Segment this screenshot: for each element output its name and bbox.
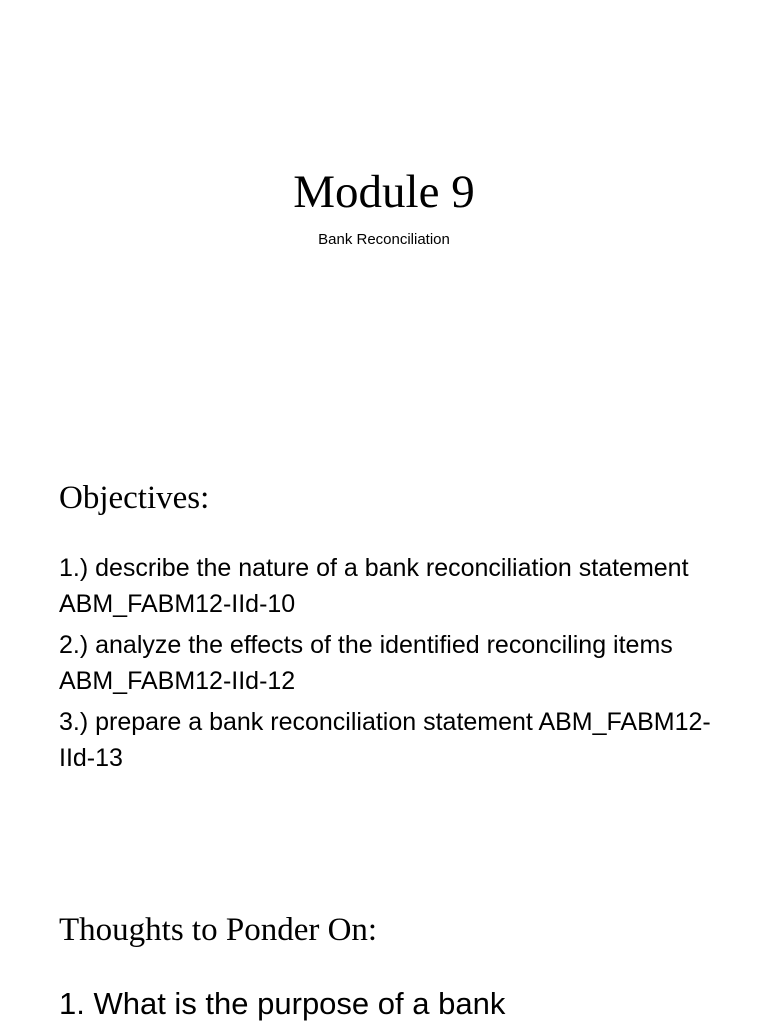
objective-item: 3.) prepare a bank reconciliation statement ABM_FABM12-IId-13 [59, 708, 711, 772]
objectives-heading: Objectives: [59, 480, 210, 516]
objectives-slide [0, 470, 768, 880]
objectives-list [59, 550, 739, 781]
module-subtitle: Bank Reconciliation [318, 231, 450, 248]
objective-item: 1.) describe the nature of a bank reconciliation statement ABM_FABM12-IId-10 [59, 554, 689, 618]
thoughts-slide [0, 900, 768, 1024]
thoughts-question: 1. What is the purpose of a bank [59, 986, 506, 1021]
thoughts-heading: Thoughts to Ponder On: [59, 912, 378, 948]
objective-item: 2.) analyze the effects of the identified reconciling items ABM_FABM12-IId-12 [59, 631, 673, 695]
title-slide [0, 0, 768, 430]
module-title: Module 9 [293, 166, 475, 218]
